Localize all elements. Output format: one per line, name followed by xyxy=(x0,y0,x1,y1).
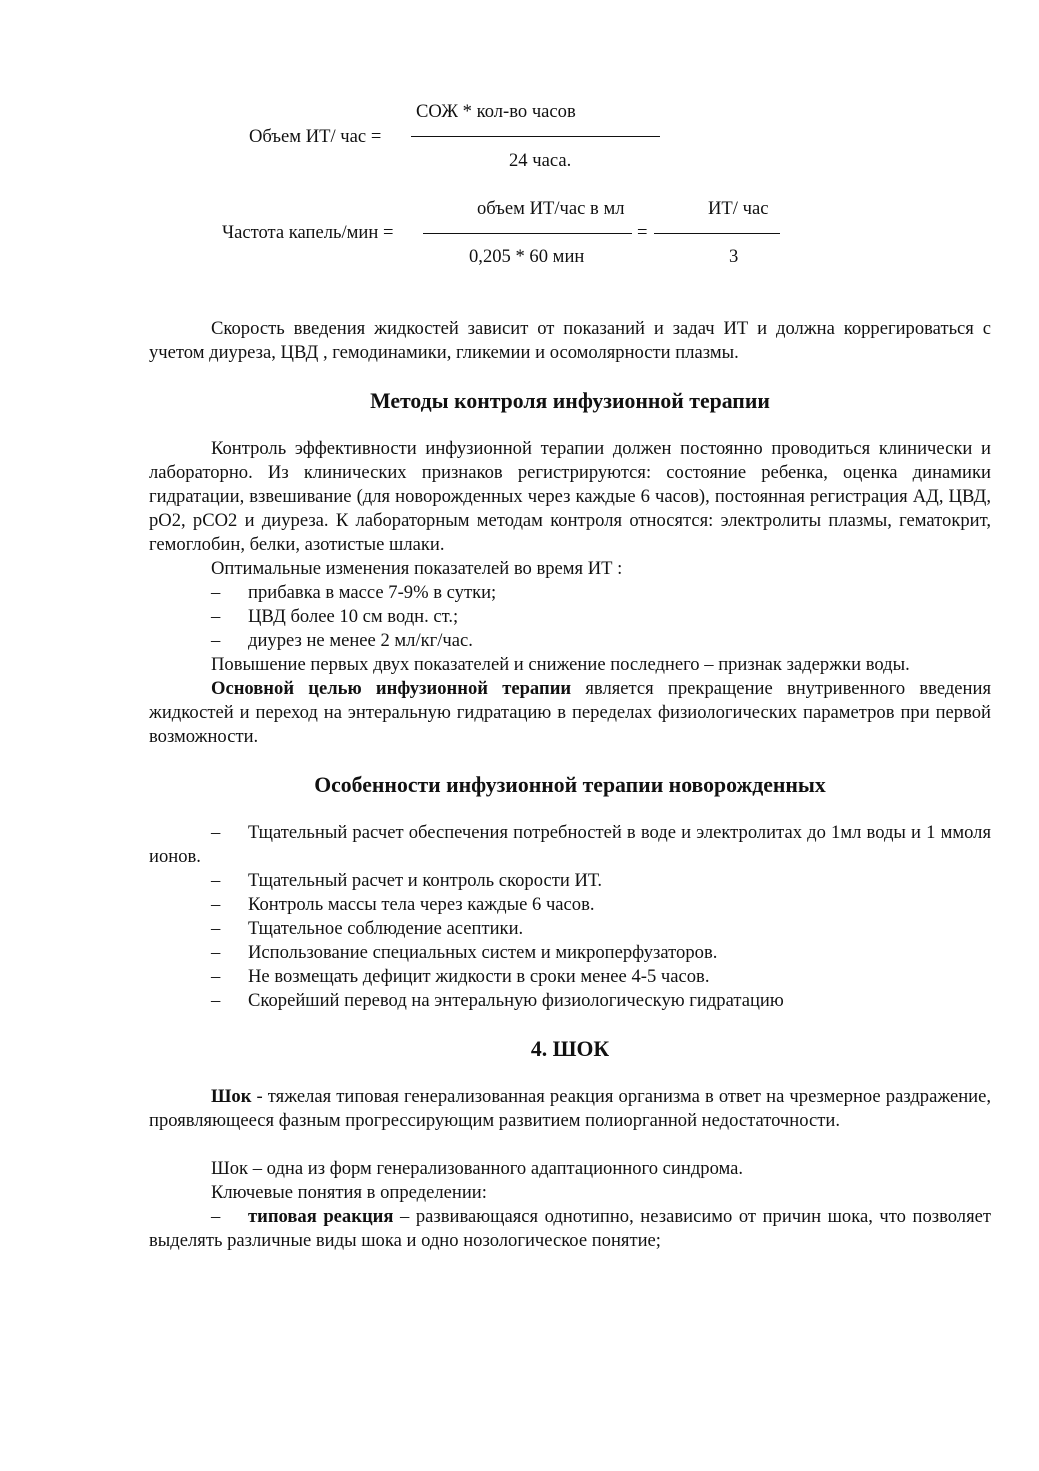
list-dash: – xyxy=(211,870,221,891)
list-item-text: Тщательное соблюдение асептики. xyxy=(248,918,524,939)
methods-paragraph: Контроль эффективности инфузионной терапии должен постоянно проводиться клинически и лабораторно. Из клинических признаков регистрируются: состояние ребенка, оценка динамики гидратации, взвешивание (для новорожденных через каждые 6 часов), постоянная регистрация АД, ЦВД, рО2, рСО2 и диуреза. К лабораторным методам контроля относятся: электролиты плазмы, гематокрит, гемоглобин, белки, азотистые шлаки. xyxy=(149,438,991,555)
list-dash: – xyxy=(211,582,221,603)
list-item xyxy=(211,629,991,653)
list-dash: – xyxy=(211,942,221,963)
newborn-heading: Особенности инфузионной терапии новорожденных xyxy=(314,773,826,797)
page-body xyxy=(149,317,991,1253)
list-item-text: прибавка в массе 7-9% в сутки; xyxy=(248,582,497,603)
goal-text: является прекращение внутривенного введения жидкостей и переход на энтеральную гидратацию в переделах физиологических параметров при первой возможности. xyxy=(149,678,992,747)
list-dash: – xyxy=(211,990,221,1011)
list-dash: – xyxy=(211,822,221,843)
list-dash: – xyxy=(211,966,221,987)
list-dash: – xyxy=(211,630,221,651)
list-item xyxy=(211,989,991,1013)
list-item-text: Тщательный расчет обеспечения потребностей в воде и электролитах до 1мл воды и 1 ммоля ионов. xyxy=(149,822,991,867)
goal-bold: Основной целью инфузионной терапии xyxy=(211,678,572,699)
formula2-fraction-bar-1 xyxy=(423,233,632,234)
list-item xyxy=(211,893,991,917)
list-item xyxy=(211,869,991,893)
list-dash: – xyxy=(211,918,221,939)
shock-definition-text: - тяжелая типовая генерализованная реакция организма в ответ на чрезмерное раздражение, проявляющееся фазным прогрессирующим развитием полиорганной недостаточности. xyxy=(149,1086,991,1131)
formula2-numerator-2: ИТ/ час xyxy=(708,198,769,219)
water-retention-paragraph: Повышение первых двух показателей и снижение последнего – признак задержки воды. xyxy=(211,654,910,675)
shock-form-paragraph: Шок – одна из форм генерализованного адаптационного синдрома. xyxy=(211,1158,744,1179)
list-item-text: Не возмещать дефицит жидкости в сроки менее 4-5 часов. xyxy=(248,966,710,987)
typical-reaction-text: – развивающаяся однотипно, независимо от причин шока, что позволяет выделять различные виды шока и одно нозологическое понятие; xyxy=(149,1206,992,1251)
list-item xyxy=(211,581,991,605)
formula1-numerator: СОЖ * кол-во часов xyxy=(416,101,576,122)
list-item-text: Использование специальных систем и микроперфузаторов. xyxy=(248,942,718,963)
list-item xyxy=(211,917,991,941)
formula2-denominator-2: 3 xyxy=(729,246,739,267)
list-item-text: ЦВД более 10 см водн. ст.; xyxy=(248,606,459,627)
list-item xyxy=(211,965,991,989)
optimal-changes-paragraph: Оптимальные изменения показателей во время ИТ : xyxy=(211,558,623,579)
list-item-text: диурез не менее 2 мл/кг/час. xyxy=(248,630,473,651)
formula2-lhs: Частота капель/мин = xyxy=(222,222,394,243)
shock-term: Шок xyxy=(211,1086,252,1107)
key-concepts-paragraph: Ключевые понятия в определении: xyxy=(211,1182,487,1203)
methods-heading: Методы контроля инфузионной терапии xyxy=(370,389,770,413)
list-item-text: Тщательный расчет и контроль скорости ИТ. xyxy=(248,870,603,891)
formula2-numerator-1: объем ИТ/час в мл xyxy=(477,198,625,219)
formula1-denominator: 24 часа. xyxy=(509,150,572,171)
shock-heading: 4. ШОК xyxy=(530,1037,610,1061)
list-dash: – xyxy=(211,1206,221,1227)
list-item-text: Контроль массы тела через каждые 6 часов. xyxy=(248,894,595,915)
formula1-lhs: Объем ИТ/ час = xyxy=(249,126,382,147)
formula2-denominator-1: 0,205 * 60 мин xyxy=(469,246,585,267)
formula2-fraction-bar-2 xyxy=(654,233,780,234)
typical-reaction-term: типовая реакция xyxy=(248,1206,394,1227)
list-dash: – xyxy=(211,894,221,915)
goal-paragraph xyxy=(149,677,991,749)
list-item xyxy=(211,941,991,965)
list-item xyxy=(211,605,991,629)
formula2-equals: = xyxy=(637,222,648,243)
shock-definition xyxy=(149,1085,991,1133)
list-item xyxy=(149,1205,991,1253)
list-item xyxy=(149,821,991,869)
list-item-text: Скорейший перевод на энтеральную физиологическую гидратацию xyxy=(248,990,784,1011)
speed-paragraph: Скорость введения жидкостей зависит от показаний и задач ИТ и должна коррегироваться с учетом диуреза, ЦВД , гемодинамики, гликемии и осомолярности плазмы. xyxy=(149,318,991,363)
formula1-fraction-bar xyxy=(411,136,660,137)
list-dash: – xyxy=(211,606,221,627)
